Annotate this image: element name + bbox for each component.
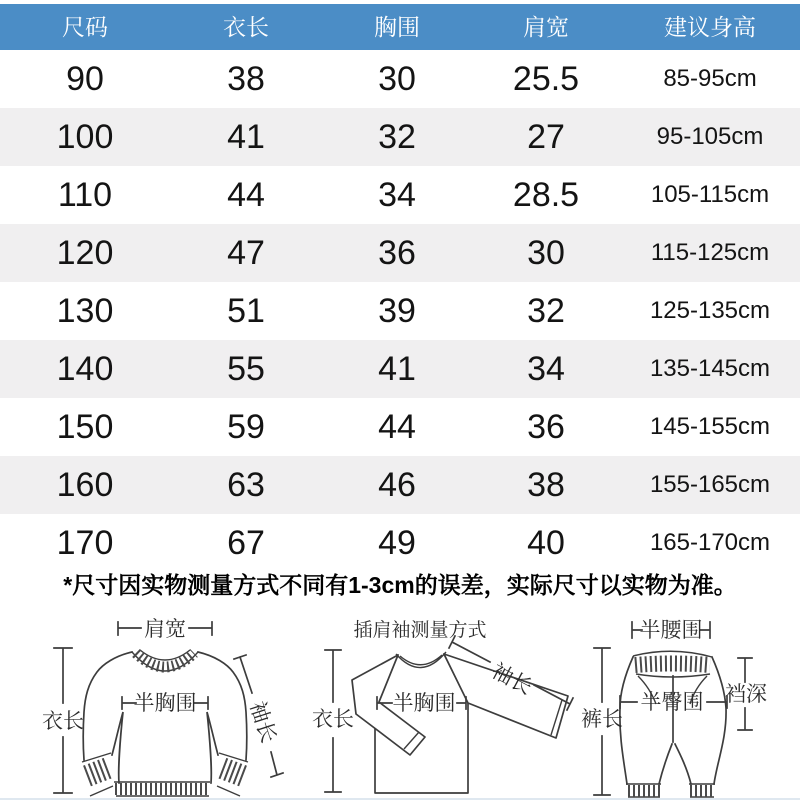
size-table-header bbox=[0, 4, 800, 50]
table-cell: 150 bbox=[56, 408, 114, 446]
table-row bbox=[0, 514, 800, 572]
table-row bbox=[0, 50, 800, 108]
pants-rise-label: 裆深 bbox=[725, 683, 767, 706]
table-cell: 28.5 bbox=[512, 176, 580, 214]
table-cell: 59 bbox=[227, 408, 265, 446]
sweater-right-inner bbox=[207, 712, 218, 783]
table-cell: 38 bbox=[527, 466, 565, 504]
raglan-tee-diagram bbox=[312, 619, 573, 793]
sweater-right-outline bbox=[198, 652, 247, 760]
table-cell: 40 bbox=[527, 524, 565, 562]
right-cuff-rib bbox=[222, 768, 243, 776]
table-cell: 30 bbox=[527, 234, 565, 272]
pants-hip-label: 半臀围 bbox=[640, 691, 704, 714]
table-cell: 39 bbox=[378, 292, 416, 330]
table-row bbox=[0, 456, 800, 514]
table-row bbox=[0, 224, 800, 282]
table-row bbox=[0, 282, 800, 340]
table-cell: 120 bbox=[56, 234, 114, 272]
table-cell: 140 bbox=[56, 350, 114, 388]
table-cell: 130 bbox=[56, 292, 114, 330]
pants-right-outline bbox=[712, 657, 726, 784]
table-cell: 36 bbox=[378, 234, 416, 272]
table-cell: 155-165cm bbox=[649, 471, 771, 498]
table-cell: 51 bbox=[227, 292, 265, 330]
table-cell: 44 bbox=[227, 176, 265, 214]
table-cell: 49 bbox=[378, 524, 416, 562]
raglan-length-label: 衣长 bbox=[312, 708, 354, 731]
column-header-size: 尺码 bbox=[62, 13, 108, 40]
table-cell: 32 bbox=[527, 292, 565, 330]
column-header-length: 衣长 bbox=[223, 13, 269, 40]
raglan-sleeve-label: 袖长 bbox=[487, 659, 536, 700]
table-cell: 34 bbox=[378, 176, 416, 214]
table-row bbox=[0, 166, 800, 224]
pants-waist-label: 半腰围 bbox=[639, 619, 703, 642]
sweater-sleeve-label: 袖长 bbox=[245, 698, 280, 746]
table-cell: 55 bbox=[227, 350, 265, 388]
table-cell: 115-125cm bbox=[650, 239, 770, 266]
table-cell: 125-135cm bbox=[649, 297, 771, 324]
sweater-left-inner bbox=[112, 712, 123, 783]
table-cell: 85-95cm bbox=[663, 65, 757, 92]
table-cell: 44 bbox=[378, 408, 416, 446]
waistband-rib bbox=[635, 664, 710, 666]
table-cell: 135-145cm bbox=[649, 355, 771, 382]
sweater-diagram bbox=[42, 618, 283, 796]
table-row bbox=[0, 398, 800, 456]
column-header-chest: 胸围 bbox=[374, 13, 420, 40]
table-cell: 41 bbox=[378, 350, 416, 388]
table-cell: 160 bbox=[56, 466, 114, 504]
table-cell: 145-155cm bbox=[649, 413, 771, 440]
pants-length-label: 裤长 bbox=[581, 708, 623, 731]
raglan-title: 插肩袖测量方式 bbox=[353, 620, 487, 641]
collar-inner bbox=[140, 650, 190, 660]
size-table bbox=[0, 4, 800, 572]
sweater-chest-label: 半胸围 bbox=[133, 692, 197, 715]
table-cell: 47 bbox=[227, 234, 265, 272]
column-header-shoulder: 肩宽 bbox=[523, 13, 569, 40]
table-cell: 110 bbox=[57, 176, 113, 214]
table-cell: 25.5 bbox=[512, 60, 580, 98]
table-cell: 95-105cm bbox=[656, 123, 764, 150]
table-row bbox=[0, 108, 800, 166]
left-cuff-rib bbox=[87, 768, 108, 776]
table-cell: 63 bbox=[227, 466, 265, 504]
table-cell: 105-115cm bbox=[650, 181, 770, 208]
table-cell: 32 bbox=[378, 118, 416, 156]
table-row bbox=[0, 340, 800, 398]
table-cell: 100 bbox=[56, 118, 114, 156]
table-cell: 165-170cm bbox=[649, 529, 771, 556]
table-cell: 38 bbox=[227, 60, 265, 98]
table-cell: 90 bbox=[66, 60, 104, 98]
pants-diagram bbox=[581, 619, 767, 797]
tee-neck bbox=[396, 652, 446, 668]
sweater-shoulder-label: 肩宽 bbox=[144, 618, 186, 641]
raglan-chest-label: 半胸围 bbox=[392, 692, 456, 715]
table-cell: 170 bbox=[56, 524, 114, 562]
table-cell: 34 bbox=[527, 350, 565, 388]
column-header-height: 建议身高 bbox=[664, 13, 756, 40]
measurement-note: *尺寸因实物测量方式不同有1-3cm的误差，实际尺寸以实物为准。 bbox=[63, 572, 737, 598]
table-cell: 30 bbox=[378, 60, 416, 98]
sweater-left-outline bbox=[83, 652, 132, 760]
sweater-length-label: 衣长 bbox=[42, 710, 84, 733]
table-cell: 46 bbox=[378, 466, 416, 504]
table-cell: 41 bbox=[227, 118, 265, 156]
table-cell: 36 bbox=[527, 408, 565, 446]
table-cell: 67 bbox=[227, 524, 265, 562]
measurement-diagrams bbox=[0, 600, 800, 800]
table-cell: 27 bbox=[527, 118, 565, 156]
